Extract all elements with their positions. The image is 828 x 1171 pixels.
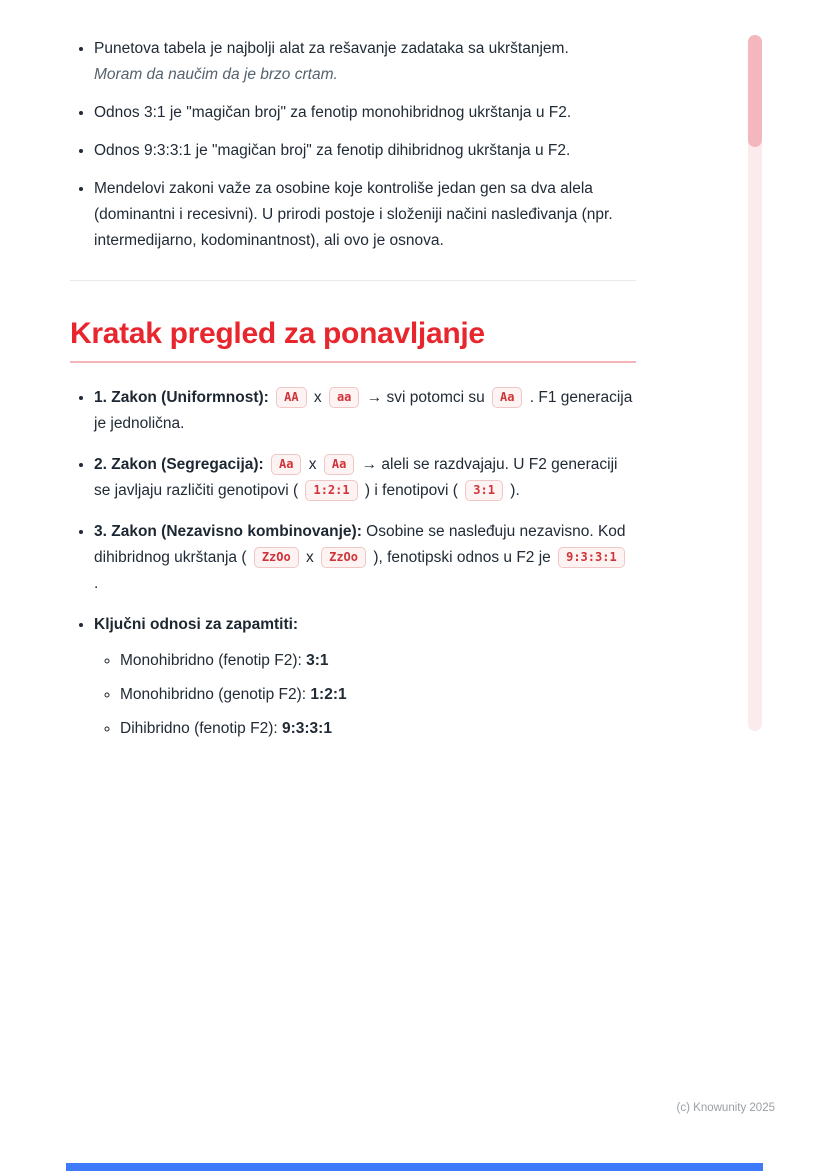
ratio-chip: 9:3:3:1 — [558, 547, 625, 568]
text-segment: ), fenotipski odnos u F2 je — [373, 549, 556, 566]
list-item — [94, 36, 636, 88]
laws-bullet-list — [70, 385, 636, 742]
copyright-text: (c) Knowunity 2025 — [676, 1102, 775, 1114]
text-segment: Monohibridno (genotip F2): — [120, 686, 311, 703]
genotype-chip: ZzOo — [321, 547, 366, 568]
ratio-chip: 3:1 — [465, 480, 503, 501]
law-label: 2. Zakon (Segregacija): — [94, 456, 264, 473]
genotype-chip: Aa — [271, 454, 301, 475]
summary-bullet-list — [70, 36, 636, 254]
text-segment: Dihibridno (fenotip F2): — [120, 720, 282, 737]
law-label: 1. Zakon (Uniformnost): — [94, 389, 269, 406]
law-label: 3. Zakon (Nezavisno kombinovanje): — [94, 523, 362, 540]
sub-list-item — [120, 716, 636, 742]
list-item-text: Odnos 9:3:3:1 je "magičan broj" za fenotip dihibridnog ukrštanja u F2. — [94, 142, 571, 159]
text-segment: x — [306, 549, 319, 566]
key-ratios-sublist — [94, 648, 636, 742]
list-item-key-ratios — [94, 612, 636, 742]
list-item-text: Punetova tabela je najbolji alat za rešavanje zadataka sa ukrštanjem. — [94, 40, 569, 57]
text-segment: . F1 generacija je jednolična. — [94, 389, 633, 432]
list-item — [94, 138, 636, 164]
scrollbar-track[interactable] — [748, 35, 762, 731]
sub-list-item — [120, 682, 636, 708]
list-item — [94, 176, 636, 254]
text-segment: x — [308, 456, 321, 473]
bottom-accent-bar — [66, 1163, 763, 1171]
page-title: Kratak pregled za ponavljanje — [70, 317, 636, 363]
handwritten-note: Moram da naučim da je brzo crtam. — [94, 66, 338, 83]
genotype-chip: ZzOo — [254, 547, 299, 568]
text-segment: → svi potomci su — [366, 389, 490, 406]
text-segment: ) i fenotipovi ( — [364, 482, 463, 499]
list-item-law-2 — [94, 452, 636, 504]
section-divider — [70, 280, 636, 281]
text-segment: Osobine se nasleđuju nezavisno. Kod dihibridnog ukrštanja ( — [94, 523, 626, 566]
list-item-law-3 — [94, 519, 636, 597]
text-segment: → aleli se razdvajaju. U F2 generaciji se javljaju različiti genotipovi ( — [94, 456, 618, 499]
list-item-law-1 — [94, 385, 636, 437]
ratio-value: 1:2:1 — [310, 686, 347, 703]
sub-list-item — [120, 648, 636, 674]
ratio-value: 9:3:3:1 — [281, 720, 332, 737]
document-content — [70, 36, 636, 757]
ratio-value: 3:1 — [306, 652, 329, 669]
text-segment: Monohibridno (fenotip F2): — [120, 652, 307, 669]
ratio-chip: 1:2:1 — [305, 480, 357, 501]
list-item — [94, 100, 636, 126]
text-segment: ). — [510, 482, 520, 499]
scrollbar-thumb[interactable] — [748, 35, 762, 147]
list-item-text: Odnos 3:1 je "magičan broj" za fenotip monohibridnog ukrštanja u F2. — [94, 104, 572, 121]
text-segment: . — [94, 575, 99, 592]
key-ratios-label: Ključni odnosi za zapamtiti: — [94, 616, 299, 633]
list-item-text: Mendelovi zakoni važe za osobine koje kontroliše jedan gen sa dva alela (dominantni i recesivni). U prirodi postoje i složeniji načini nasleđivanja (npr. intermedijarno, kodominantnost), ali ovo je osnova. — [94, 180, 613, 249]
text-segment: x — [313, 389, 326, 406]
genotype-chip: AA — [276, 387, 306, 408]
genotype-chip: aa — [329, 387, 359, 408]
genotype-chip: Aa — [324, 454, 354, 475]
genotype-chip: Aa — [492, 387, 522, 408]
